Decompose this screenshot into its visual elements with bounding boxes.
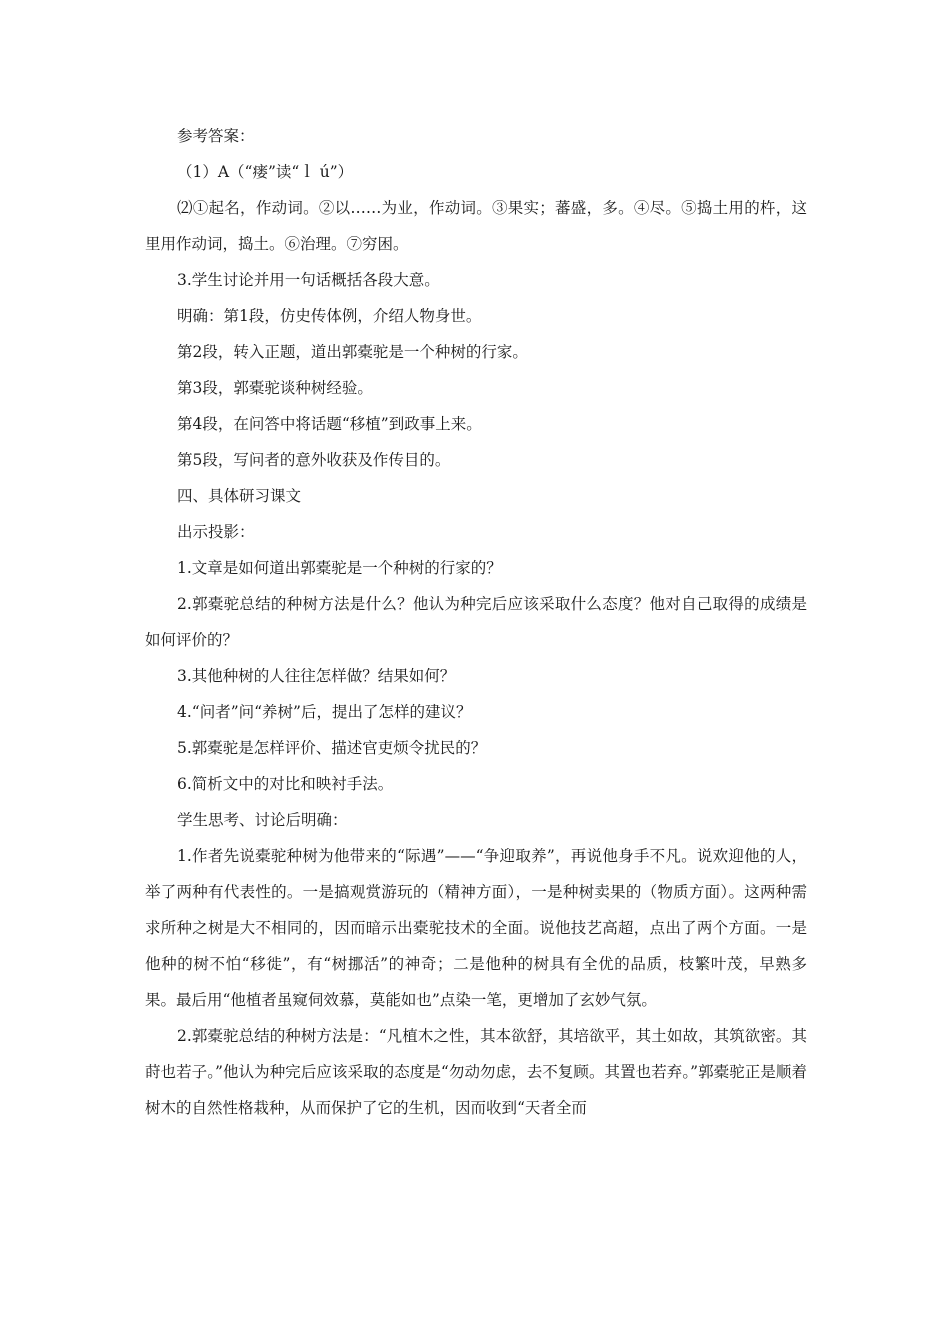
- document-body: [145, 118, 807, 1126]
- answer-item-2: ⑵①起名，作动词。②以……为业，作动词。③果实；蕃盛，多。④尽。⑤捣土用的杵，这里用作动词，捣土。⑥治理。⑦穷困。: [145, 199, 807, 253]
- discussion-task: 3.学生讨论并用一句话概括各段大意。: [177, 271, 440, 289]
- answer-1: 1.作者先说橐驼种树为他带来的“际遇”——“争迎取养”，再说他身手不凡。说欢迎他的人，举了两种有代表性的。一是搞观赏游玩的（精神方面），一是种树卖果的（物质方面）。这两种需求所种之树是大不相同的，因而暗示出橐驼技术的全面。说他技艺高超，点出了两个方面。一是他种的树不怕“移徙”，有“树挪活”的神奇；二是他种的树具有全优的品质，枝繁叶茂，早熟多果。最后用“他植者虽窥伺效慕，莫能如也”点染一笔，更增加了玄妙气氛。: [145, 847, 807, 1009]
- question-1: 1.文章是如何道出郭橐驼是一个种树的行家的？: [177, 559, 502, 577]
- paragraph-summary-4: 第4段，在问答中将话题“移植”到政事上来。: [177, 415, 482, 433]
- answer-heading: 参考答案：: [177, 127, 255, 145]
- section-heading: 四、具体研习课文: [177, 487, 302, 505]
- answer-2: 2.郭橐驼总结的种树方法是：“凡植木之性，其本欲舒，其培欲平，其土如故，其筑欲密。其莳也若子。”他认为种完后应该采取的态度是“勿动勿虑，去不复顾。其置也若弃。”郭橐驼正是顺着树木的自然性格栽种，从而保护了它的生机，因而收到“天者全而: [145, 1027, 807, 1117]
- question-4: 4.“问者”问“养树”后，提出了怎样的建议？: [177, 703, 472, 721]
- question-3: 3.其他种树的人往往怎样做？结果如何？: [177, 667, 456, 685]
- projection-label: 出示投影：: [177, 523, 255, 541]
- paragraph-summary-1: 明确：第1段，仿史传体例，介绍人物身世。: [177, 307, 482, 325]
- paragraph-summary-2: 第2段，转入正题，道出郭橐驼是一个种树的行家。: [177, 343, 528, 361]
- discussion-conclusion-label: 学生思考、讨论后明确：: [177, 811, 348, 829]
- paragraph-summary-3: 第3段，郭橐驼谈种树经验。: [177, 379, 373, 397]
- question-6: 6.简析文中的对比和映衬手法。: [177, 775, 394, 793]
- question-5: 5.郭橐驼是怎样评价、描述官吏烦令扰民的？: [177, 739, 487, 757]
- paragraph-summary-5: 第5段，写问者的意外收获及作传目的。: [177, 451, 451, 469]
- answer-item-1: （1）A（“瘘”读“ｌ ú”）: [177, 163, 354, 181]
- question-2: 2.郭橐驼总结的种树方法是什么？他认为种完后应该采取什么态度？他对自己取得的成绩是如何评价的？: [145, 595, 807, 649]
